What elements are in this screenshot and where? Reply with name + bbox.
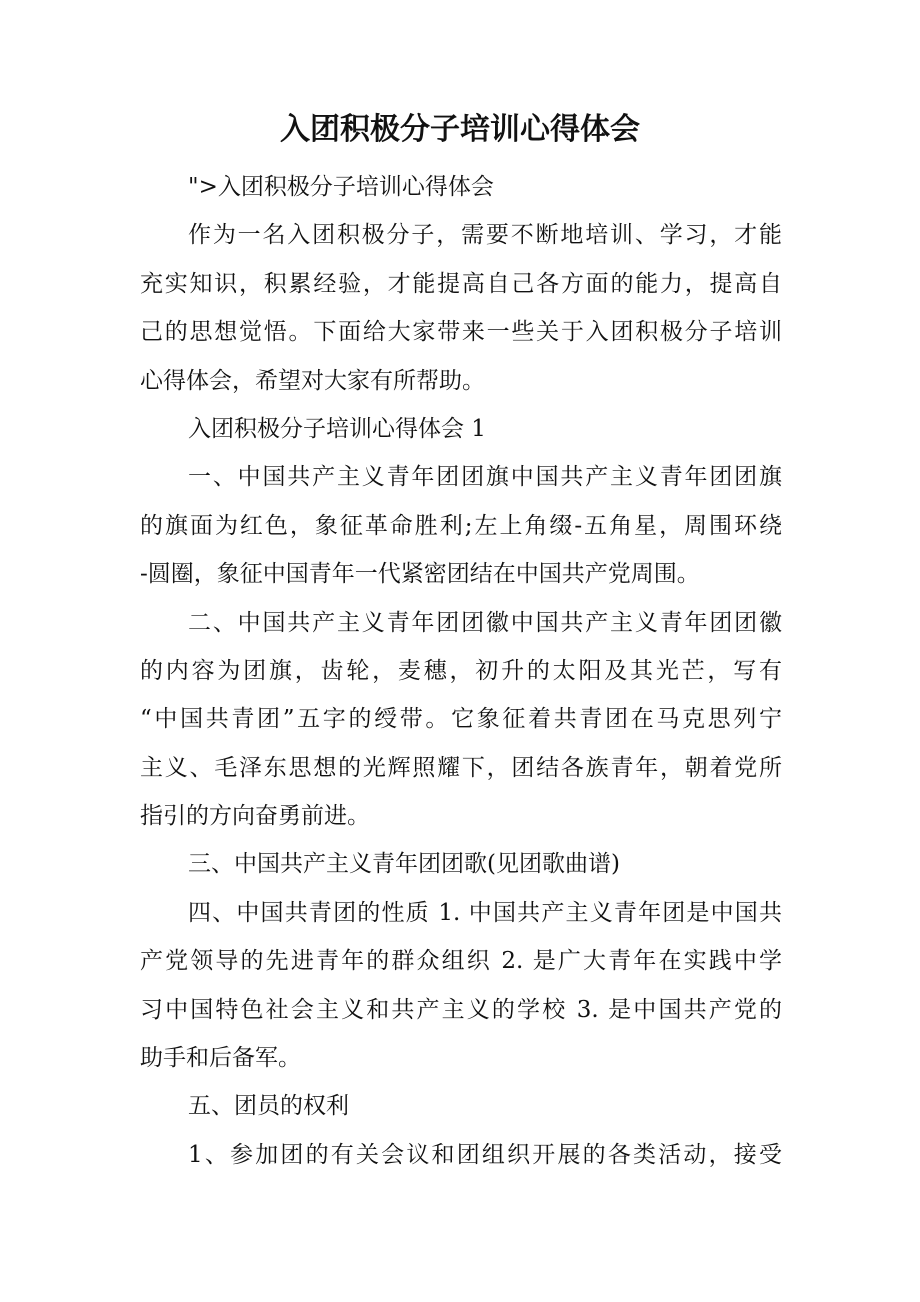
text-line: ">入团积极分子培训心得体会 [188, 174, 494, 200]
text-line: 助手和后备军。 [140, 1045, 301, 1072]
text-line: 入团积极分子培训心得体会 1 [188, 415, 486, 442]
document-title: 入团积极分子培训心得体会 [280, 112, 640, 147]
text-line: “中国共青团”五字的绶带。它象征着共青团在马克思列宁 [140, 706, 782, 733]
text-line: 作为一名入团积极分子，需要不断地培训、学习，才能 [188, 222, 782, 249]
text-line: -圆圈，象征中国青年一代紧密团结在中国共产党周围。 [140, 561, 700, 588]
text-line: 指引的方向奋勇前进。 [140, 803, 370, 830]
text-line: 的内容为团旗，齿轮，麦穗，初升的太阳及其光芒，写有 [140, 657, 782, 684]
text-line: 充实知识，积累经验，才能提高自己各方面的能力，提高自 [140, 270, 782, 297]
text-line: 产党领导的先进青年的群众组织 2. 是广大青年在实践中学 [140, 948, 782, 975]
text-line: 的旗面为红色，象征革命胜利;左上角缀-五角星，周围环绕 [140, 512, 782, 539]
text-line: 己的思想觉悟。下面给大家带来一些关于入团积极分子培训 [140, 319, 782, 346]
text-line: 习中国特色社会主义和共产主义的学校 3. 是中国共产党的 [140, 996, 782, 1023]
text-line: 心得体会，希望对大家有所帮助。 [140, 367, 485, 394]
text-line: 一、中国共产主义青年团团旗中国共产主义青年团团旗 [188, 464, 782, 491]
text-line: 五、团员的权利 [188, 1093, 349, 1120]
text-line: 主义、毛泽东思想的光辉照耀下，团结各族青年，朝着党所 [140, 754, 782, 781]
document-body [140, 163, 782, 1179]
text-line: 三、中国共产主义青年团团歌(见团歌曲谱) [188, 851, 620, 878]
text-line: 二、中国共产主义青年团团徽中国共产主义青年团团徽 [188, 609, 782, 636]
text-line: 1、参加团的有关会议和团组织开展的各类活动，接受 [188, 1141, 782, 1168]
text-line: 四、中国共青团的性质 1. 中国共产主义青年团是中国共 [188, 899, 782, 926]
